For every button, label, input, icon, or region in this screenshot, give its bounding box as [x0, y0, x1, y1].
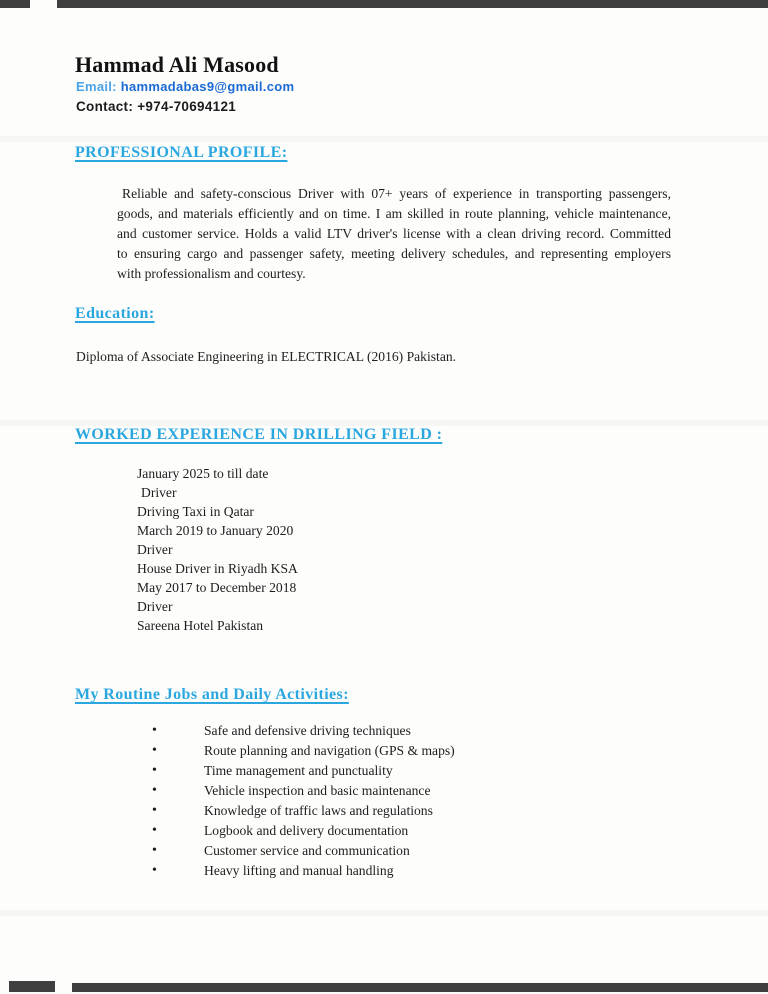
scan-streak: [0, 136, 768, 142]
routine-item: [152, 821, 455, 841]
experience-line: Driver: [137, 599, 173, 614]
routine-item: [152, 761, 455, 781]
bullet-icon: •: [152, 743, 157, 758]
email-label: Email:: [76, 79, 117, 94]
email-address: hammadabas9@gmail.com: [120, 79, 295, 94]
bullet-icon: •: [152, 863, 157, 878]
bullet-icon: •: [152, 843, 157, 858]
routine-list: [152, 721, 455, 881]
experience-line: House Driver in Riyadh KSA: [137, 561, 298, 576]
candidate-name: Hammad Ali Masood: [75, 52, 279, 77]
bullet-icon: •: [152, 723, 157, 738]
profile-paragraph: [117, 184, 671, 284]
scan-artifact-bar: [0, 0, 30, 8]
profile-line: Reliable and safety-conscious Driver with 07+ years of experience in transporting passengers,: [122, 186, 671, 201]
routine-item: [152, 861, 455, 881]
bullet-icon: •: [152, 763, 157, 778]
experience-line: Driver: [141, 485, 177, 500]
section-heading-worked-experience: WORKED EXPERIENCE IN DRILLING FIELD :: [75, 426, 443, 443]
routine-item-label: Logbook and delivery documentation: [204, 823, 409, 838]
routine-item: [152, 741, 455, 761]
scan-artifact-bar: [57, 0, 768, 8]
bullet-icon: •: [152, 803, 157, 818]
profile-line: goods, and materials efficiently and on time. I am skilled in route planning, vehicle maintenance,: [117, 206, 671, 221]
contact-number: +974-70694121: [137, 99, 237, 114]
section-heading-routine-jobs: My Routine Jobs and Daily Activities:: [75, 686, 349, 703]
routine-item-label: Knowledge of traffic laws and regulations: [204, 803, 433, 818]
contact-label: Contact:: [76, 99, 134, 114]
experience-line: Sareena Hotel Pakistan: [137, 618, 264, 633]
routine-item-label: Time management and punctuality: [204, 763, 393, 778]
routine-item: [152, 801, 455, 821]
experience-line: May 2017 to December 2018: [137, 580, 297, 595]
experience-line: January 2025 to till date: [137, 466, 269, 481]
routine-item: [152, 841, 455, 861]
experience-line: Driving Taxi in Qatar: [137, 504, 254, 519]
routine-item-label: Customer service and communication: [204, 843, 410, 858]
profile-line: to ensuring cargo and passenger safety, meeting delivery schedules, and representing employers: [117, 246, 671, 261]
routine-item-label: Safe and defensive driving techniques: [204, 723, 411, 738]
email-line: [76, 79, 294, 94]
routine-item-label: Vehicle inspection and basic maintenance: [204, 783, 431, 798]
scan-artifact-bar: [9, 981, 55, 992]
routine-item-label: Heavy lifting and manual handling: [204, 863, 394, 878]
experience-line: Driver: [137, 542, 173, 557]
section-heading-professional-profile: PROFESSIONAL PROFILE:: [75, 144, 288, 161]
routine-item-label: Route planning and navigation (GPS & maps): [204, 743, 455, 758]
profile-line: with professionalism and courtesy.: [117, 266, 306, 281]
section-heading-education: Education:: [75, 305, 155, 322]
bullet-icon: •: [152, 783, 157, 798]
scan-streak: [0, 910, 768, 916]
experience-list: [137, 464, 298, 635]
bullet-icon: •: [152, 823, 157, 838]
experience-line: March 2019 to January 2020: [137, 523, 294, 538]
contact-line: [76, 99, 236, 114]
routine-item: [152, 721, 455, 741]
routine-item: [152, 781, 455, 801]
education-entry: Diploma of Associate Engineering in ELECTRICAL (2016) Pakistan.: [76, 349, 457, 364]
profile-line: and customer service. Holds a valid LTV driver's license with a clean driving record. Committed: [117, 226, 671, 241]
scan-artifact-bar: [72, 983, 768, 992]
